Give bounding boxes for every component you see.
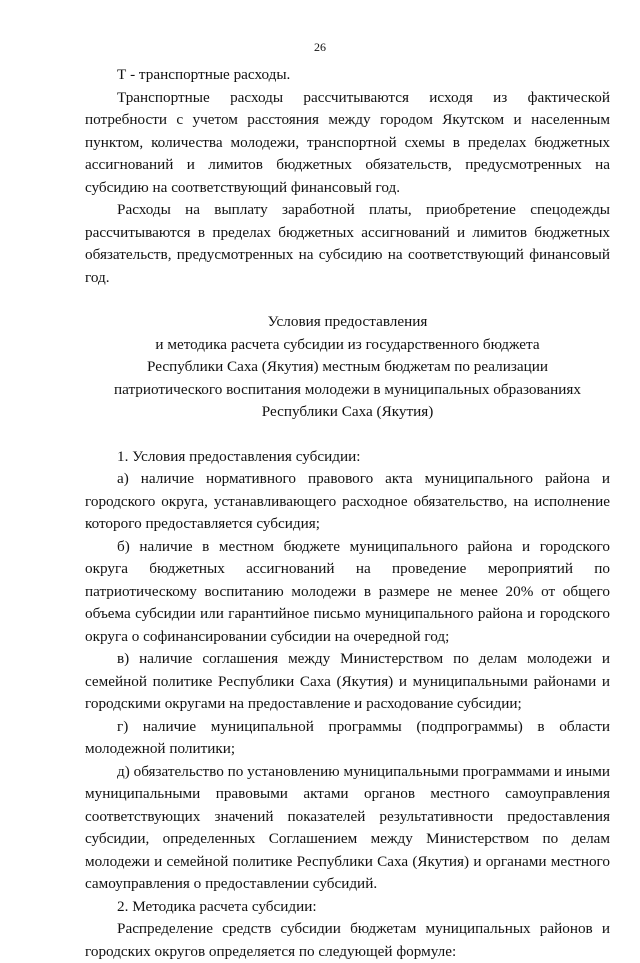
paragraph-salary-costs: Расходы на выплату заработной платы, приобретение спецодежды рассчитываются в пределах бюджетных ассигнований и лимитов бюджетных обязательств, предусмотренных на субсидию на соответствующий финансовый год. — [85, 201, 610, 286]
paragraph-condition-c: в) наличие соглашения между Министерством по делам молодежи и семейной политике Республики Саха (Якутия) и муниципальными районами и городскими округами на предоставление и расходование субсидии; — [85, 650, 610, 712]
paragraph-conditions-title: 1. Условия предоставления субсидии: — [117, 447, 361, 465]
paragraph-transport-costs: Транспортные расходы рассчитываются исходя из фактической потребности с учетом расстояния между городом Якутском и населенным пунктом, количества молодежи, транспортной схемы в пределах бюджетных ассигнований и лимитов бюджетных обязательств, предусмотренных на субсидию на соответствующий финансовый год. — [85, 88, 610, 196]
paragraph-condition-e: д) обязательство по установлению муниципальными программами и иными муниципальными правовыми актами органов местного самоуправления соответствующих значений показателей результативности предоставления субсидии, определенных Соглашением между Министерством по делам молодежи и семейной политике Республики Саха (Якутия) и органами местного самоуправления о предоставлении субсидий. — [85, 762, 610, 892]
paragraph-distribution: Распределение средств субсидии бюджетам муниципальных районов и городских округов определяется по следующей формуле: — [85, 920, 610, 960]
section-heading — [85, 311, 610, 424]
heading-line: Республики Саха (Якутия) местным бюджетам по реализации — [147, 358, 548, 375]
heading-line: Условия предоставления — [267, 313, 428, 330]
paragraph-method-title: 2. Методика расчета субсидии: — [117, 897, 317, 915]
paragraph-t-definition: Т - транспортные расходы. — [117, 66, 291, 83]
paragraph-condition-b: б) наличие в местном бюджете муниципального района и городского округа бюджетных ассигнований на проведение мероприятий по патриотическому воспитанию молодежи в размере не менее 20% от общего объема субсидии или гарантийное письмо муниципального района и городского округа о софинансировании субсидии на очередной год; — [85, 537, 610, 645]
paragraph-condition-d: г) наличие муниципальной программы (подпрограммы) в области молодежной политики; — [85, 717, 610, 757]
document-body — [85, 64, 610, 963]
heading-line: патриотического воспитания молодежи в муниципальных образованиях — [114, 380, 581, 398]
heading-line: Республики Саха (Якутия) — [261, 403, 434, 420]
heading-line: и методика расчета субсидии из государственного бюджета — [155, 335, 540, 353]
page-number: 26 — [314, 40, 326, 54]
paragraph-condition-a: а) наличие нормативного правового акта муниципального района и городского округа, устанавливающего расходное обязательство, на исполнение которого предоставляется субсидия; — [85, 470, 610, 532]
